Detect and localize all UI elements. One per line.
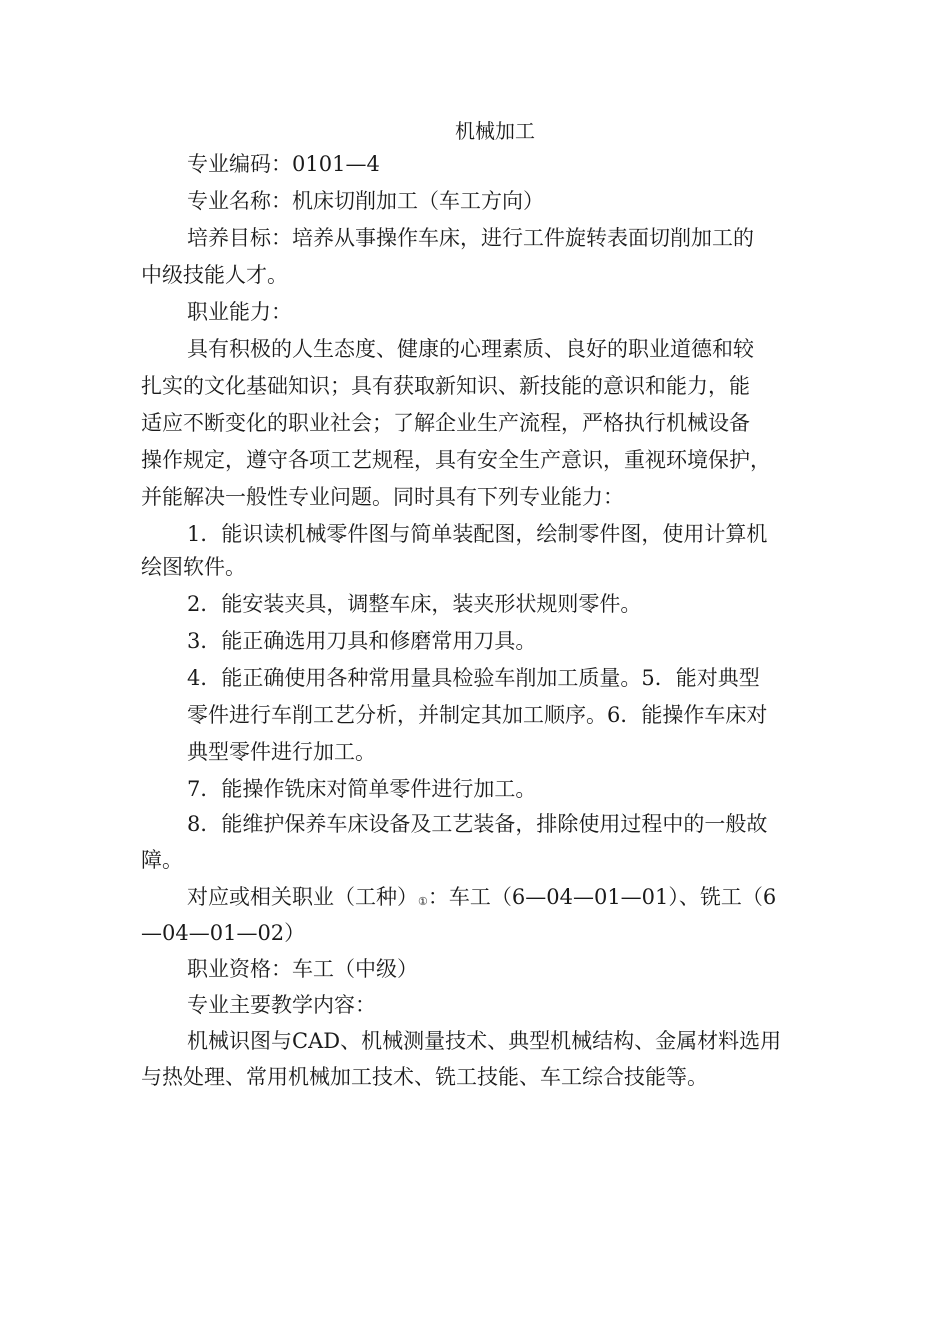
- training-goal-line-1: 培养目标：培养从事操作车床，进行工件旋转表面切削加工的: [187, 226, 754, 250]
- qualification: 职业资格：车工（中级）: [187, 957, 418, 981]
- occupation-suffix: ：车工（6—04—01—01）、铣工（6: [427, 885, 777, 909]
- content-line-1: 机械识图与CAD、机械测量技术、典型机械结构、金属材料选用: [187, 1029, 782, 1053]
- list-item-4-line-3: 典型零件进行加工。: [187, 740, 376, 764]
- training-goal-line-2: 中级技能人才。: [141, 263, 288, 287]
- list-item-8-line-2: 障。: [141, 848, 183, 872]
- occupation-line-2: —04—01—02）: [141, 921, 306, 945]
- list-item-1-line-2: 绘图软件。: [141, 555, 246, 579]
- major-name: 专业名称：机床切削加工（车工方向）: [187, 189, 544, 213]
- list-item-8-line-1: 8．能维护保养车床设备及工艺装备，排除使用过程中的一般故: [187, 812, 768, 836]
- ability-line-5: 并能解决一般性专业问题。同时具有下列专业能力：: [141, 485, 624, 509]
- content-line-2: 与热处理、常用机械加工技术、铣工技能、车工综合技能等。: [141, 1065, 708, 1089]
- occupation-prefix: 对应或相关职业（工种）: [187, 885, 418, 909]
- footnote-marker: ①: [418, 895, 428, 908]
- ability-heading: 职业能力：: [187, 300, 292, 324]
- ability-line-1: 具有积极的人生态度、健康的心理素质、良好的职业道德和较: [187, 337, 754, 361]
- document-title: 机械加工: [455, 119, 535, 143]
- list-item-1-line-1: 1．能识读机械零件图与简单装配图，绘制零件图，使用计算机: [187, 522, 768, 546]
- ability-line-3: 适应不断变化的职业社会；了解企业生产流程，严格执行机械设备: [141, 411, 750, 435]
- list-item-3: 3．能正确选用刀具和修磨常用刀具。: [187, 629, 537, 653]
- ability-line-4: 操作规定，遵守各项工艺规程，具有安全生产意识，重视环境保护，: [141, 448, 771, 472]
- list-item-4-line-1: 4．能正确使用各种常用量具检验车削加工质量。5．能对典型: [187, 666, 760, 690]
- list-item-4-line-2: 零件进行车削工艺分析，并制定其加工顺序。6．能操作车床对: [187, 703, 768, 727]
- major-code: 专业编码：0101—4: [187, 152, 380, 176]
- list-item-7: 7．能操作铣床对简单零件进行加工。: [187, 777, 537, 801]
- occupation-line-1: [187, 883, 776, 916]
- content-heading: 专业主要教学内容：: [187, 993, 376, 1017]
- ability-line-2: 扎实的文化基础知识；具有获取新知识、新技能的意识和能力，能: [141, 374, 750, 398]
- list-item-2: 2．能安装夹具，调整车床，装夹形状规则零件。: [187, 592, 642, 616]
